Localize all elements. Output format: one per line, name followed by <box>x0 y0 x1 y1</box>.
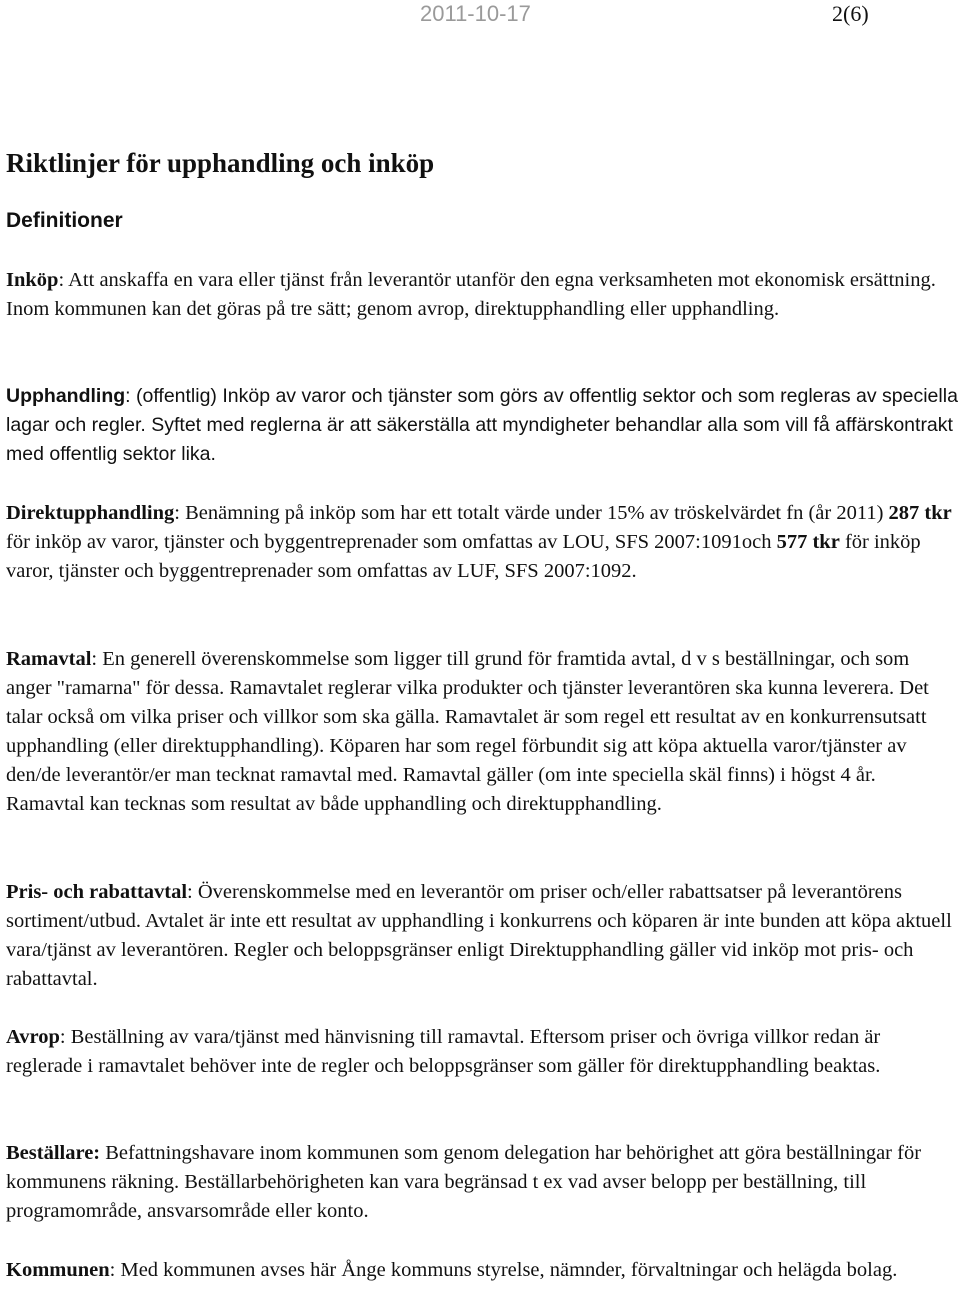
definition-text: : (offentlig) Inköp av varor och tjänster som görs av offentlig sektor och som regleras av speciella lagar och regler. Syftet med reglerna är att säkerställa att myndigheter behandlar alla som vill få affärskontrakt med offentlig sektor lika. <box>6 385 958 465</box>
definition-avrop <box>6 1023 958 1081</box>
definition-text: : En generell överenskommelse som ligger till grund för framtida avtal, d v s beställningar, och som anger "ramarna" för dessa. Ramavtalet reglerar vilka produkter och tjänster leverantören ska kunna leverera. Det talar också om vilka priser och villkor som ska gälla. Ramavtalet är som regel ett resultat av en konkurrensutsatt upphandling (eller direktupphandling). Köparen har som regel förbundit sig att köpa aktuella varor/tjänster av den/de leverantör/er man tecknat ramavtal med. Ramavtal gäller (om inte speciella skäl finns) i högst 4 år. Ramavtal kan tecknas som resultat av både upphandling och direktupphandling. <box>6 648 929 815</box>
definition-term: Upphandling <box>6 385 126 407</box>
definition-text: för inköp av varor, tjänster och byggentreprenader som omfattas av LOU, SFS 2007:1091och <box>6 531 777 553</box>
definition-text: Befattningshavare inom kommunen som genom delegation har behörighet att göra beställningar för kommunens räkning. Beställarbehörigheten kan vara begränsad t ex vad avser belopp per beställning, till programområde, ansvarsområde eller konto. <box>6 1142 922 1222</box>
definition-term: Pris- och rabattavtal <box>6 881 188 903</box>
document-title: Riktlinjer för upphandling och inköp <box>6 148 435 178</box>
definition-text: : Med kommunen avses här Ånge kommuns styrelse, nämnder, förvaltningar och helägda bolag. <box>109 1259 898 1281</box>
header-page-number: 2(6) <box>832 1 869 26</box>
threshold-amount: 287 tkr <box>888 502 952 524</box>
definition-direktupphandling <box>6 499 958 586</box>
threshold-amount: 577 tkr <box>776 531 840 553</box>
definition-ramavtal <box>6 645 958 819</box>
definition-bestallare <box>6 1139 958 1226</box>
definition-pris-rabattavtal <box>6 878 958 994</box>
definition-text: : Överenskommelse med en leverantör om priser och/eller rabattsatser på leverantörens sortiment/utbud. Avtalet är inte ett resultat av upphandling i konkurrens och köparen är inte bunden att köpa aktuell vara/tjänst av leverantören. Regler och beloppsgränser enligt Direktupphandling gäller vid inköp mot pris- och rabattavtal. <box>6 881 952 990</box>
definition-term: Beställare: <box>6 1142 101 1164</box>
definition-text: : Benämning på inköp som har ett totalt värde under 15% av tröskelvärdet fn (år 2011) <box>174 502 889 524</box>
definition-term: Kommunen <box>6 1259 110 1281</box>
definition-term: Direktupphandling <box>6 502 175 524</box>
section-heading: Definitioner <box>6 209 123 232</box>
definition-kommunen <box>6 1256 958 1285</box>
definition-term: Inköp <box>6 269 59 291</box>
definition-term: Avrop <box>6 1026 60 1048</box>
definition-text: : Att anskaffa en vara eller tjänst från leverantör utanför den egna verksamheten mot ekonomisk ersättning. Inom kommunen kan det göras på tre sätt; genom avrop, direktupphandling eller upphandling. <box>6 269 936 320</box>
header-date: 2011-10-17 <box>420 1 531 26</box>
definition-term: Ramavtal <box>6 648 92 670</box>
definition-text: : Beställning av vara/tjänst med hänvisning till ramavtal. Eftersom priser och övriga villkor redan är reglerade i ramavtalet behöver inte de regler och beloppsgränser som gäller för direktupphandling beaktas. <box>6 1026 881 1077</box>
definition-inkop <box>6 266 958 324</box>
definition-text: för inköp varor, tjänster och byggentreprenader som omfattas av LUF, SFS 2007:1092. <box>6 531 921 582</box>
definition-upphandling <box>6 382 958 469</box>
